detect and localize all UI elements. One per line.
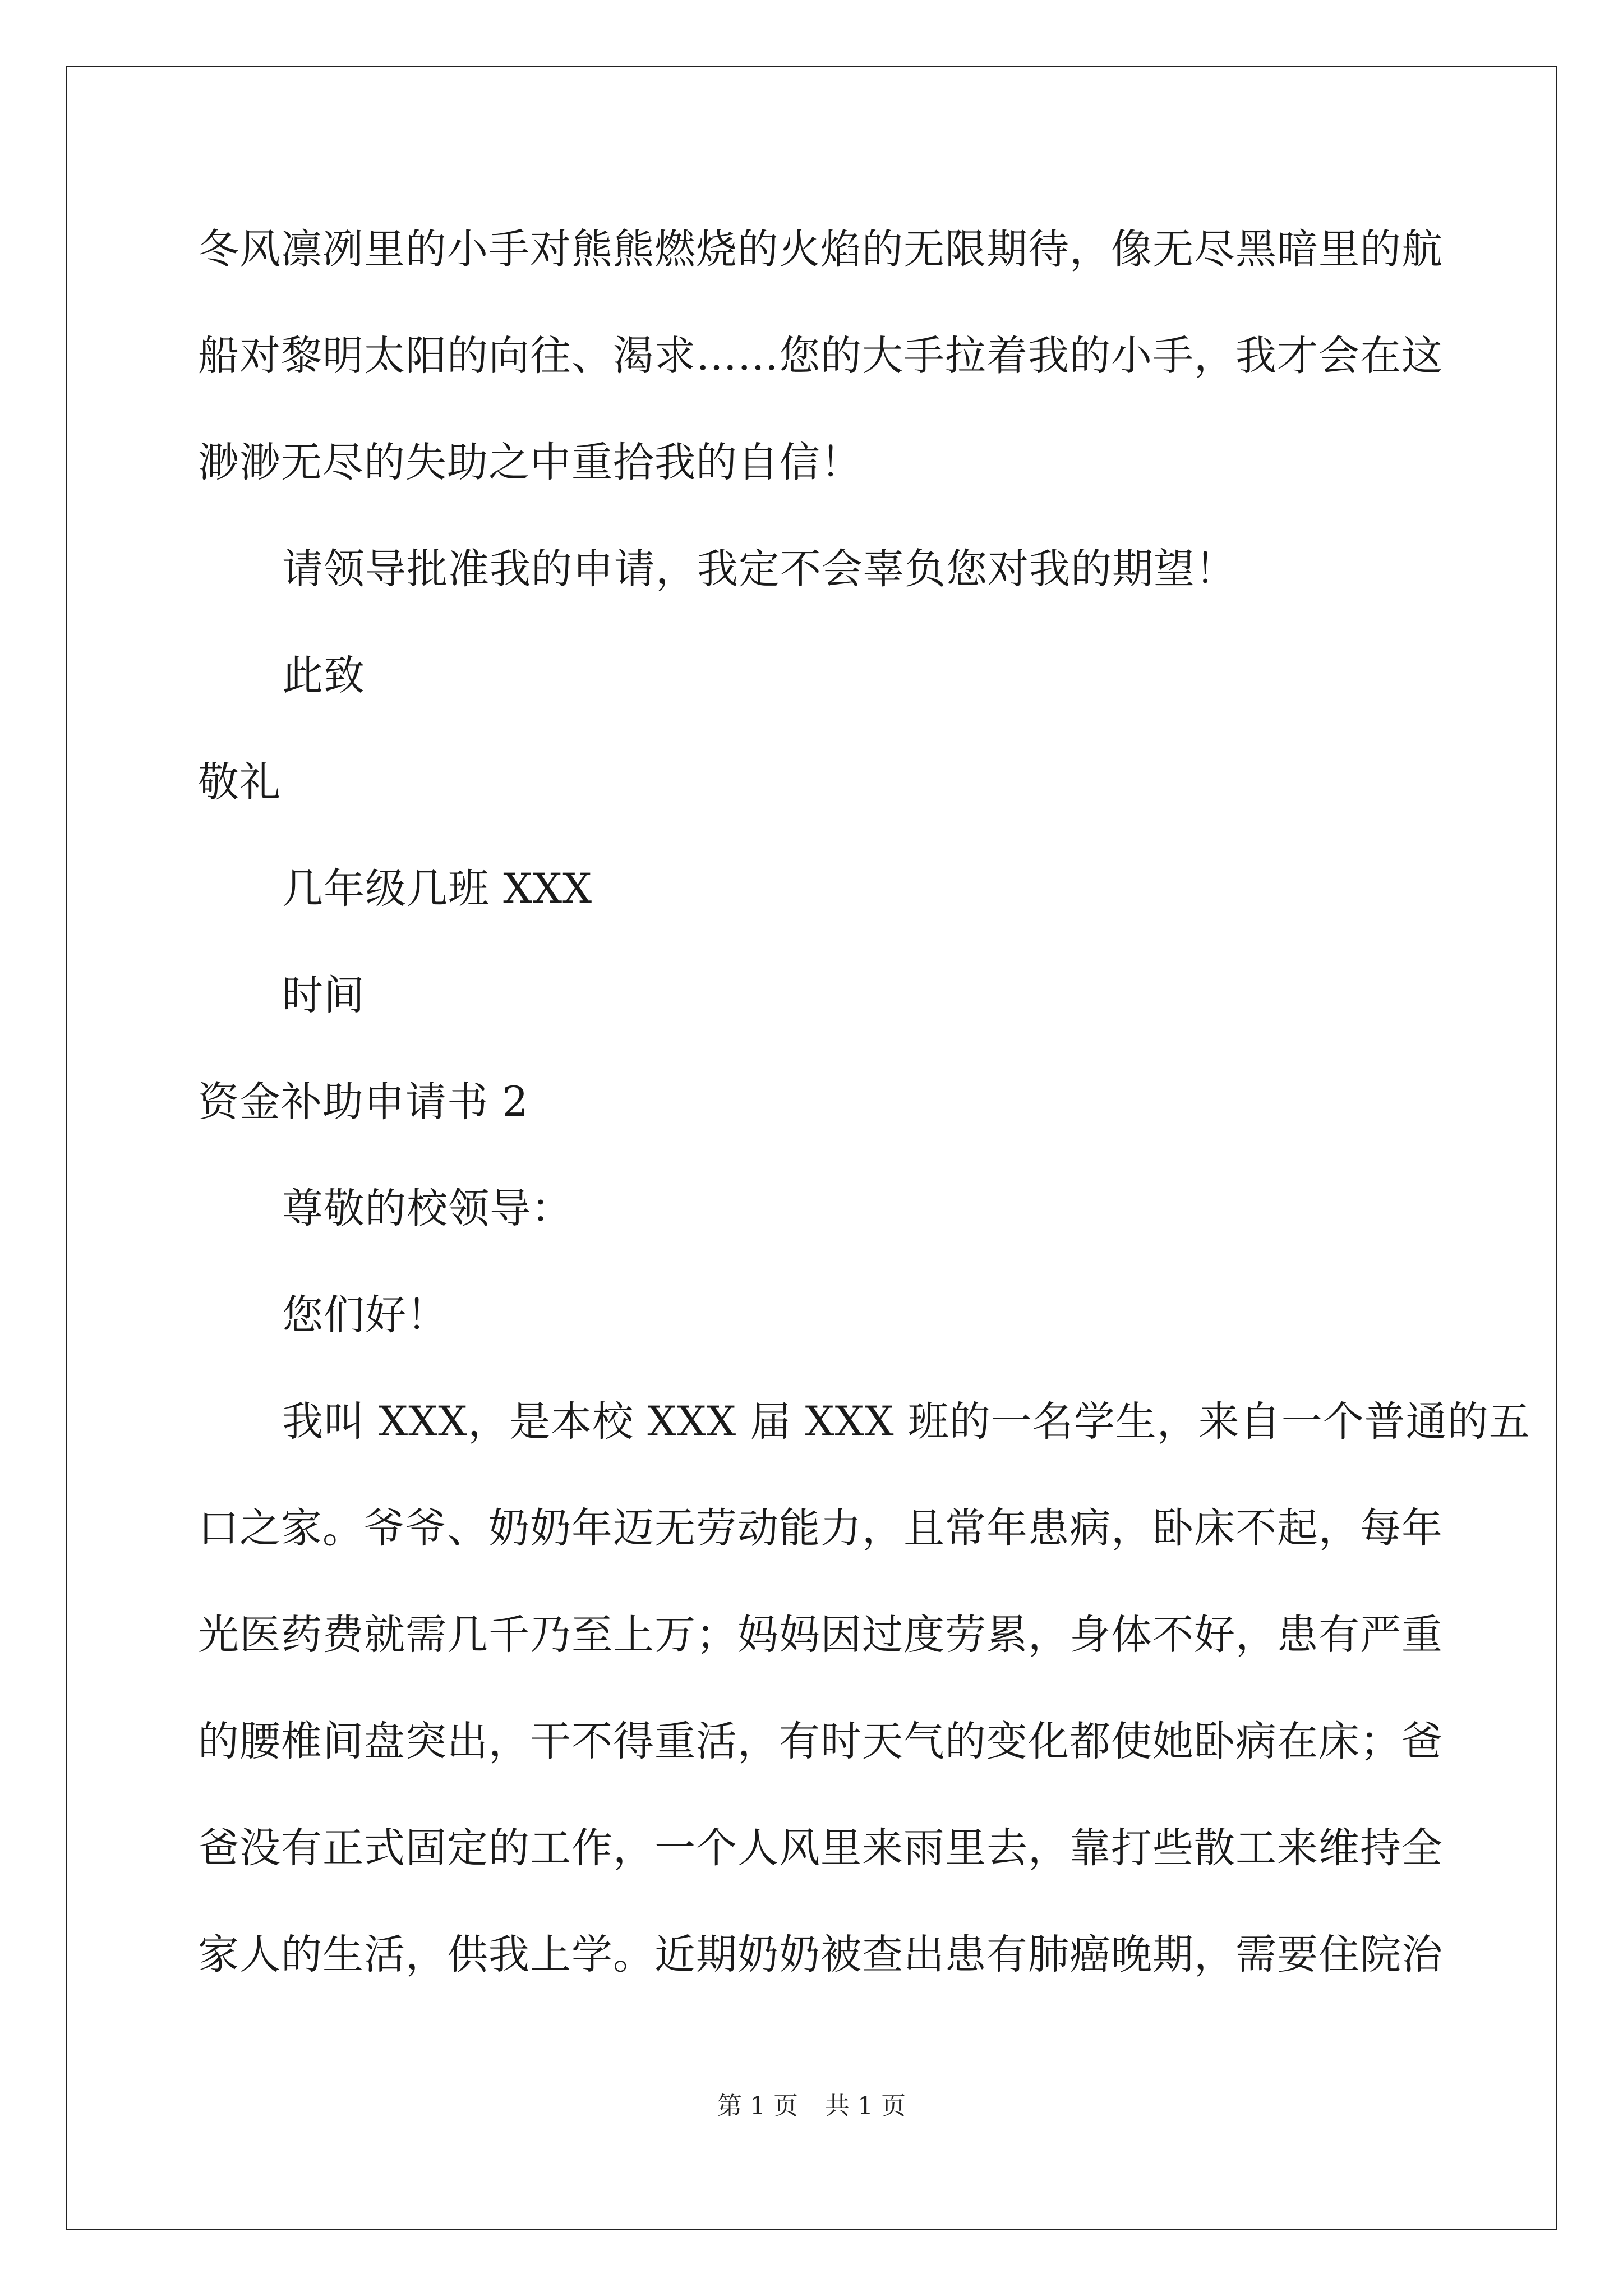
text-line: 敬礼	[198, 758, 281, 806]
text-line: 光医药费就需几千乃至上万；妈妈因过度劳累，身体不好，患有严重	[198, 1611, 1443, 1659]
text-line: 船对黎明太阳的向往、渴求……您的大手拉着我的小手，我才会在这	[198, 332, 1443, 380]
text-line: 几年级几班 XXX	[282, 865, 593, 913]
text-line: 冬风凛冽里的小手对熊熊燃烧的火焰的无限期待，像无尽黑暗里的航	[198, 226, 1443, 273]
text-line: 此致	[282, 652, 365, 700]
text-line: 的腰椎间盘突出，干不得重活，有时天气的变化都使她卧病在床；爸	[198, 1718, 1443, 1765]
text-line: 渺渺无尽的失助之中重拾我的自信！	[198, 439, 862, 486]
page-total: 共 1 页	[825, 2092, 906, 2120]
text-line: 请领导批准我的申请，我定不会辜负您对我的期望！	[282, 545, 1237, 593]
text-line: 资金补助申请书 2	[198, 1078, 529, 1126]
text-line: 您们好！	[282, 1291, 448, 1339]
text-line: 家人的生活，供我上学。近期奶奶被查出患有肺癌晚期，需要住院治	[198, 1931, 1443, 1978]
page-number: 第 1 页	[717, 2092, 798, 2120]
text-line: 爸没有正式固定的工作，一个人风里来雨里去，靠打些散工来维持全	[198, 1824, 1443, 1872]
page-footer	[0, 2090, 1623, 2123]
document-body	[198, 213, 1530, 2025]
text-line: 口之家。爷爷、奶奶年迈无劳动能力，且常年患病，卧床不起，每年	[198, 1504, 1443, 1552]
text-line: 尊敬的校领导：	[282, 1185, 573, 1232]
text-line: 时间	[282, 972, 365, 1019]
text-line: 我叫 XXX，是本校 XXX 届 XXX 班的一名学生，来自一个普通的五	[282, 1398, 1530, 1446]
